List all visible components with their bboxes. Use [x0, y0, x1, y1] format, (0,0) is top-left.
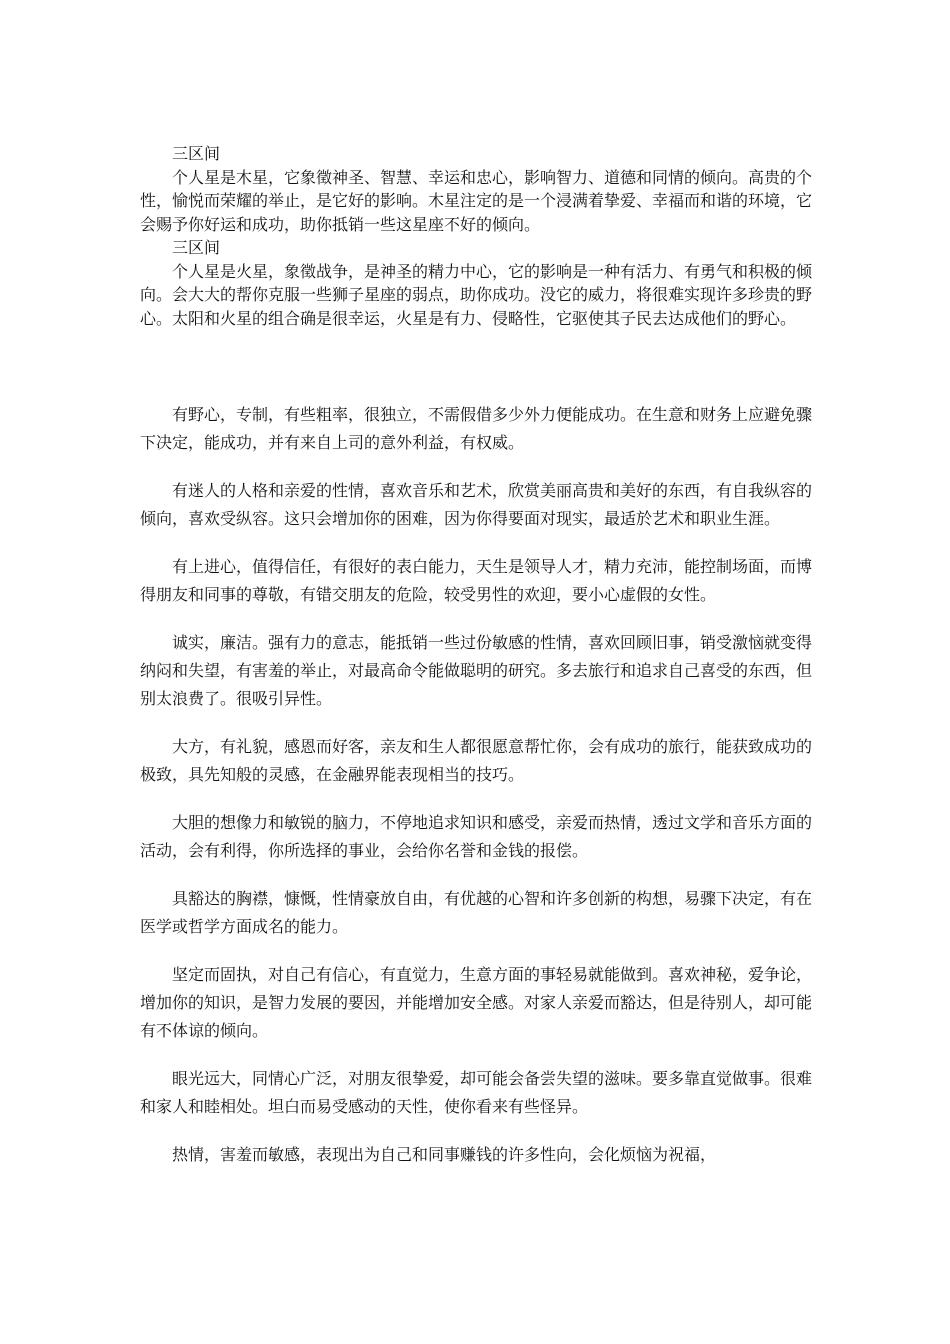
- paragraph: 有野心，专制，有些粗率，很独立，不需假借多少外力便能成功。在生意和财务上应避免骤下决定，能成功，并有来自上司的意外利益，有权威。: [140, 405, 813, 452]
- section-body: 个人星是火星，象徵战争，是神圣的精力中心，它的影响是一种有活力、有勇气和积极的倾向。会大大的帮你克服一些狮子星座的弱点，助你成功。没它的威力，将很难实现许多珍贵的野心。太阳和火星的组合确是很幸运，火星是有力、侵略性，它驱使其子民去达成他们的野心。: [140, 261, 813, 328]
- paragraph: 坚定而固执，对自己有信心，有直觉力，生意方面的事轻易就能做到。喜欢神秘，爱争论，增加你的知识，是智力发展的要因，并能增加安全感。对家人亲爱而豁达，但是待别人，却可能有不体谅的倾向。: [140, 965, 813, 1040]
- paragraph: 热情，害羞而敏感，表现出为自己和同事赚钱的许多性向，会化烦恼为祝福，: [172, 1145, 717, 1164]
- spacer: [140, 330, 812, 401]
- paragraph: 有上进心，值得信任，有很好的表白能力，天生是领导人才，精力充沛，能控制场面，而博得朋友和同事的尊敬，有错交朋友的危险，较受男性的欢迎，要小心虚假的女性。: [140, 557, 813, 604]
- paragraph: 诚实，廉洁。强有力的意志，能抵销一些过份敏感的性情，喜欢回顾旧事，销受激恼就变得纳闷和失望，有害羞的举止，对最高命令能做聪明的研究。多去旅行和追求自己喜受的东西，但别太浪费了。很吸引异性。: [140, 633, 813, 708]
- document-page: [140, 142, 812, 1189]
- paragraph: 眼光远大，同情心广泛，对朋友很挚爱，却可能会备尝失望的滋味。要多靠直觉做事。很难和家人和睦相处。坦白而易受感动的天性，使你看来有些怪异。: [140, 1069, 813, 1116]
- paragraph: 有迷人的人格和亲爱的性情，喜欢音乐和艺术，欣赏美丽高贵和美好的东西，有自我纵容的倾向，喜欢受纵容。这只会增加你的困难，因为你得要面对现实，最适於艺术和职业生涯。: [140, 481, 813, 528]
- section-heading: 三区间: [172, 238, 221, 257]
- paragraph: 大方，有礼貌，感恩而好客，亲友和生人都很愿意帮忙你，会有成功的旅行，能获致成功的极致，具先知般的灵感，在金融界能表现相当的技巧。: [140, 737, 813, 784]
- section-body: 个人星是木星，它象徵神圣、智慧、幸运和忠心，影响智力、道德和同情的倾向。高贵的个性，愉悦而荣耀的举止，是它好的影响。木星注定的是一个浸满着挚爱、幸福而和谐的环境，它会赐予你好运和成功，助你抵销一些这星座不好的倾向。: [140, 167, 813, 234]
- paragraph: 具豁达的胸襟，慷慨，性情豪放自由，有优越的心智和许多创新的构想，易骤下决定，有在医学或哲学方面成名的能力。: [140, 889, 813, 936]
- section-heading: 三区间: [172, 144, 221, 163]
- paragraph: 大胆的想像力和敏锐的脑力，不停地追求知识和感受，亲爱而热情，透过文学和音乐方面的活动，会有利得，你所选择的事业，会给你名誉和金钱的报偿。: [140, 813, 813, 860]
